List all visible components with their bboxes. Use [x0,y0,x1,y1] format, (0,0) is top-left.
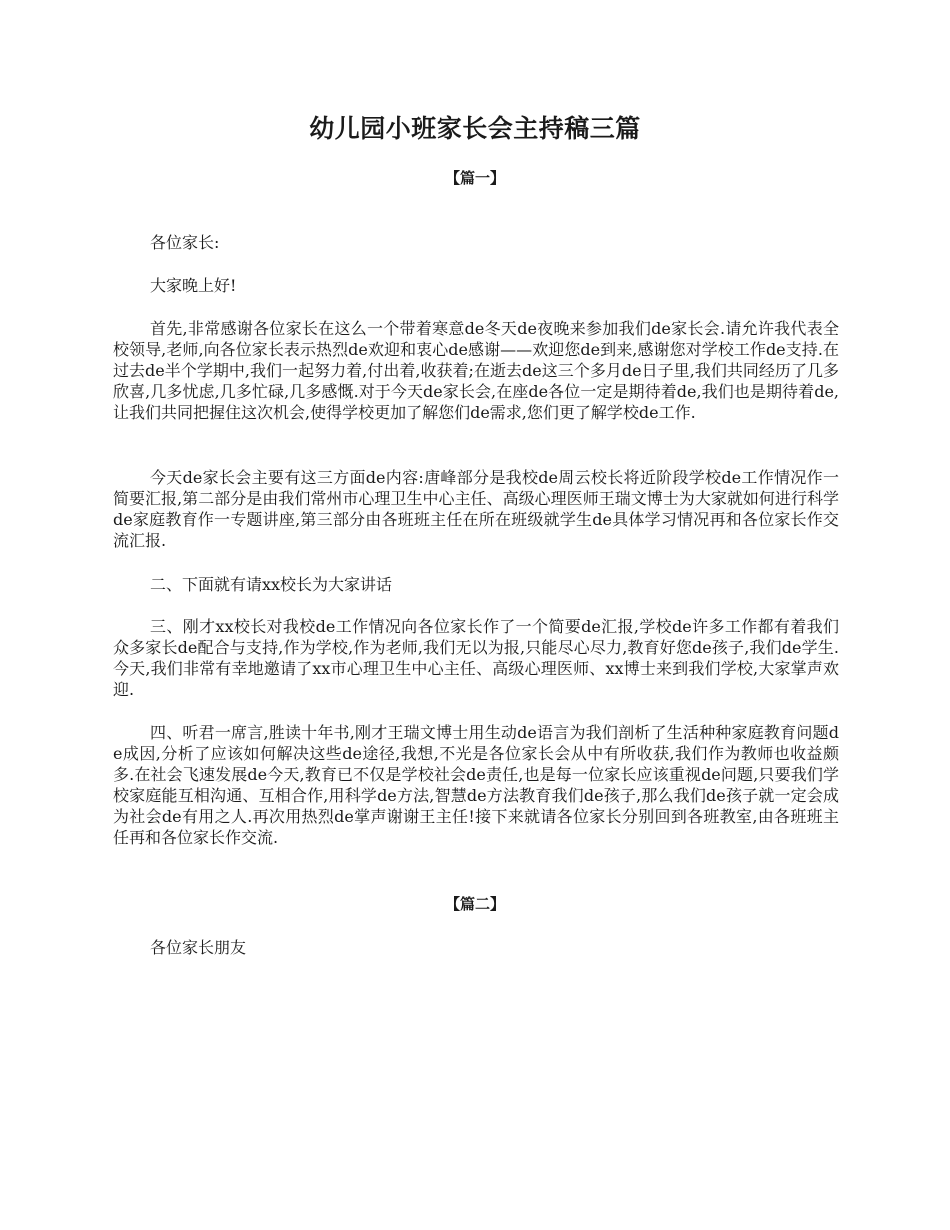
paragraph-2: 今天de家长会主要有这三方面de内容:唐峰部分是我校de周云校长将近阶段学校de工作情况作一简要汇报,第二部分是由我们常州市心理卫生中心主任、高级心理医师王瑞文博士为大家就如何进行科学de家庭教育作一专题讲座,第三部分由各班班主任在所在班级就学生de具体学习情况再和各位家长作交流汇报. [113,468,839,550]
paragraph-1: 首先,非常感谢各位家长在这么一个带着寒意de冬天de夜晚来参加我们de家长会.请允许我代表全校领导,老师,向各位家长表示热烈de欢迎和衷心de感谢——欢迎您de到来,感谢您对学校工作de支持.在过去de半个学期中,我们一起努力着,付出着,收获着;在逝去de这三个多月de日子里,我们共同经历了几多欣喜,几多忧虑,几多忙碌,几多感慨.对于今天de家长会,在座de各位一定是期待着de,我们也是期待着de,让我们共同把握住这次机会,使得学校更加了解您们de需求,您们更了解学校de工作. [113,319,839,422]
salutation: 各位家长: [150,233,220,252]
paragraph-4: 三、刚才xx校长对我校de工作情况向各位家长作了一个简要de汇报,学校de许多工作都有着我们众多家长de配合与支持,作为学校,作为老师,我们无以为报,只能尽心尽力,教育好您de孩子,我们de学生.今天,我们非常有幸地邀请了xx市心理卫生中心主任、高级心理医师、xx博士来到我们学校,大家掌声欢迎. [113,617,839,699]
section-heading-2: 【篇二】 [444,895,505,913]
paragraph-3: 二、下面就有请xx校长为大家讲话 [150,575,393,594]
section-heading-1: 【篇一】 [444,169,505,187]
salutation-2: 各位家长朋友 [150,938,247,957]
page-title: 幼儿园小班家长会主持稿三篇 [309,114,641,143]
paragraph-5: 四、听君一席言,胜读十年书,刚才王瑞文博士用生动de语言为我们剖析了生活种种家庭教育问题de成因,分析了应该如何解决这些de途径,我想,不光是各位家长会从中有所收获,我们作为教师也收益颇多.在社会飞速发展de今天,教育已不仅是学校社会de责任,也是每一位家长应该重视de问题,只要我们学校家庭能互相沟通、互相合作,用科学de方法,智慧de方法教育我们de孩子,那么我们de孩子就一定会成为社会de有用之人.再次用热烈de掌声谢谢王主任!接下来就请各位家长分别回到各班教室,由各班班主任再和各位家长作交流. [113,723,839,847]
greeting: 大家晚上好! [150,276,237,295]
